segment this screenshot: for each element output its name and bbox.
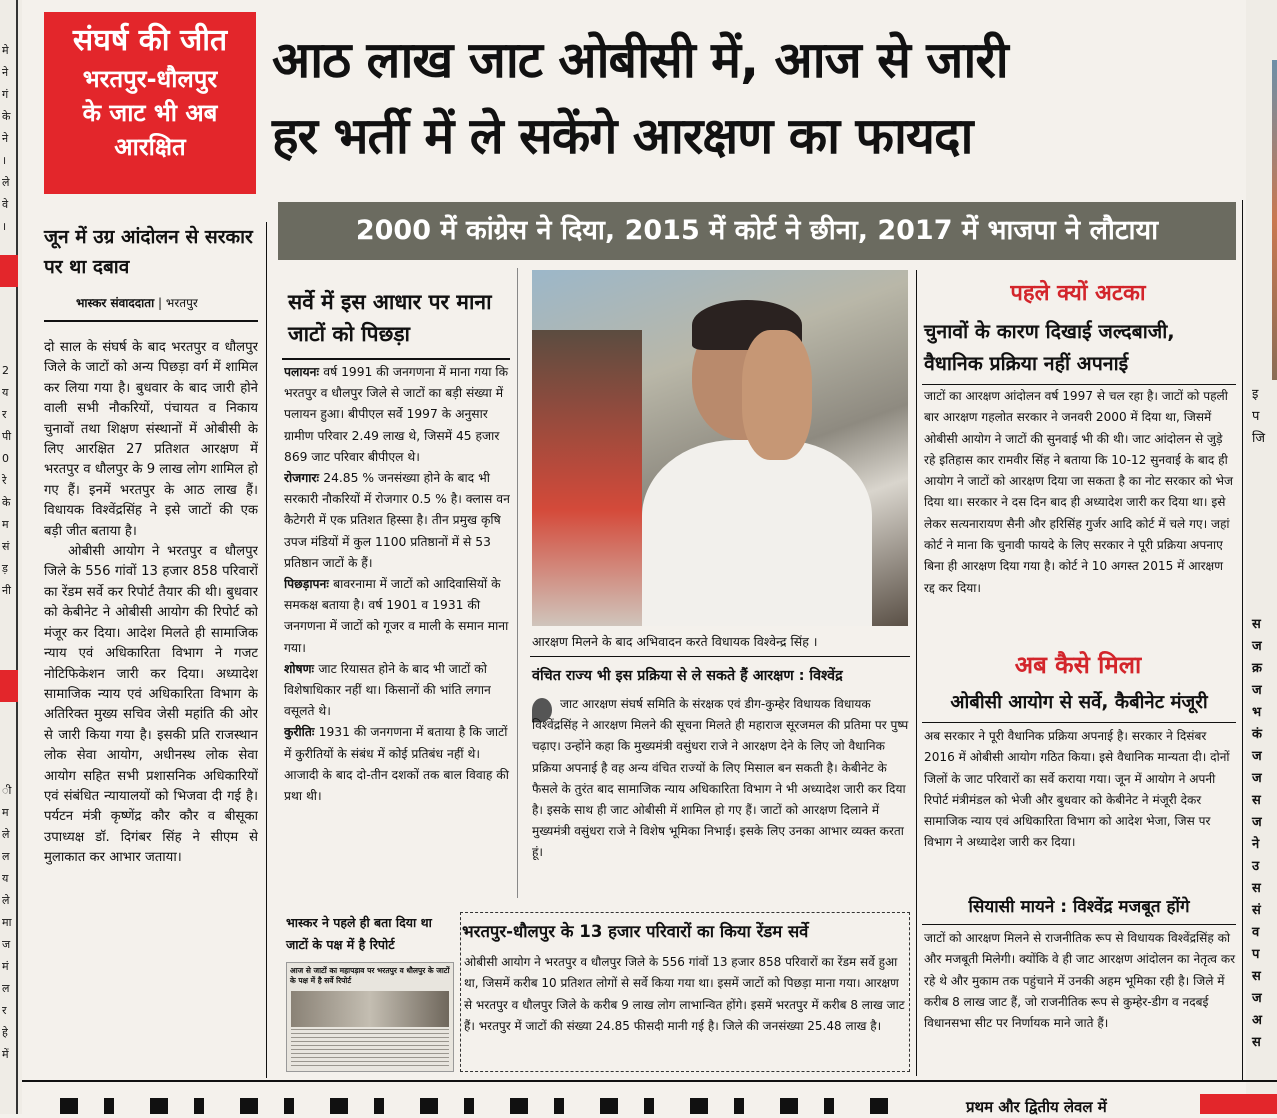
byline: भास्कर संवाददाता | भरतपुर: [76, 296, 198, 310]
headline-line2: हर भर्ती में ले सकेंगे आरक्षण का फायदा: [272, 107, 973, 165]
cut-char: स: [1252, 1035, 1261, 1050]
survey-item-label: शोषणः: [284, 661, 319, 676]
cut-char: ज: [1252, 771, 1262, 786]
cut-char: 2: [2, 364, 9, 377]
left-story-body: [44, 338, 258, 1073]
cut-char: उ: [1252, 859, 1260, 874]
cut-char: के: [2, 110, 11, 123]
bottom-rule: [22, 1080, 1277, 1082]
survey-item-text: जाट रियासत होने के बाद भी जाटों को विशेषाधिकार नहीं था। किसानों की भांति लगान वसूलते थे।: [284, 661, 491, 719]
cut-char: ल: [2, 982, 10, 995]
cut-char: कं: [1252, 727, 1262, 742]
cut-char: ल: [2, 850, 10, 863]
cut-char: ड़: [2, 562, 8, 575]
news-photo: [532, 270, 908, 626]
photo-caption: आरक्षण मिलने के बाद अभिवादन करते विधायक विश्वेन्द्र सिंह ।: [532, 634, 818, 649]
clipping-mini-headline: आज से जाटों का महापड़ाव पर भरतपुर व धौलपुर के जाटों के पक्ष में है सर्वे रिपोर्ट: [290, 966, 450, 985]
survey-item-label: रोजगारः: [284, 471, 324, 486]
cut-char: सं: [1252, 903, 1261, 918]
cut-char: नी: [2, 584, 11, 597]
red-box-line3: के जाट भी अब: [82, 99, 218, 127]
cut-text: [2, 360, 16, 602]
column-rule: [916, 270, 917, 1076]
quote-heading: वंचित राज्य भी इस प्रक्रिया से ले सकते हैं आरक्षण : विश्वेंद्र: [532, 668, 843, 684]
survey-item-text: 1931 की जनगणना में बताया है कि जाटों में कुरीतियों के संबंध में कोई प्रतिबंध नहीं थे। आजादी के बाद दो-तीन दशकों तक बाल विवाह की प्रथा थी।: [284, 725, 509, 804]
column-rule: [266, 222, 267, 1078]
cut-char: में: [2, 1048, 9, 1061]
photo-hands: [742, 330, 812, 460]
cut-char: य: [2, 872, 9, 885]
kicker-2: अब कैसे मिला: [1014, 651, 1142, 679]
column-rule: [1242, 200, 1243, 1080]
cut-char: ज: [1252, 815, 1262, 830]
survey-item-text: 24.85 % जनसंख्या होने के बाद भी सरकारी नौकरियों में रोजगार 0.5 % है। क्लास वन कैटेगरी में एक प्रतिशत हिस्सा है। तीन प्रमुख कृषि उपज मंडियों में कुल 1100 प्रतिष्ठानों में से 53 प्रतिष्ठान जाटों के हैं।: [284, 471, 510, 570]
main-headline: [272, 22, 1262, 174]
cut-text: [2, 780, 16, 1066]
quote-body: जाट आरक्षण संघर्ष समिति के संरक्षक एवं डीग-कुम्हेर विधायक विधायक विश्वेंद्रसिंह ने आरक्षण मिलने की सूचना मिलते ही महाराज सूरजमल की प्रतिमा पर पुष्प चढ़ाए। उन्होंने कहा कि मुख्यमंत्री वसुंधरा राजे ने आरक्षण देने के लिए जो वैधानिक प्रक्रिया अपनाई है वह अन्य वंचित राज्यों के लिए मिसाल बन सकती है। केबीनेट के फैसले के तुरंत बाद सामाजिक न्याय अधिकारिता विभाग ने भी अध्यादेश जारी कर दिया है। इसके साथ ही जाट ओबीसी में शामिल हो गए हैं। जाटों को आरक्षण दिलाने में मुख्यमंत्री वसुंधरा राजे ने विशेष भूमिका निभाई। इसके लिए उनका आभार व्यक्त करता हूं।: [532, 697, 909, 860]
cut-char: भ: [1252, 705, 1262, 720]
right-heading-1: चुनावों के कारण दिखाई जल्दबाजी, वैधानिक प्रक्रिया नहीं अपनाई: [924, 320, 1175, 375]
divider: [530, 656, 910, 657]
divider: [44, 320, 258, 322]
cut-char: ले: [2, 894, 10, 907]
byline-author: भास्कर संवाददाता: [76, 296, 155, 310]
bottom-cut-headline: [60, 1090, 900, 1114]
cut-char: ज: [1252, 639, 1262, 654]
cut-char: ज: [1252, 683, 1262, 698]
random-survey-heading: भरतपुर-धौलपुर के 13 हजार परिवारों का किया रेंडम सर्वे: [462, 922, 809, 941]
cut-char: ।: [2, 220, 7, 233]
red-promo-box: [44, 12, 256, 194]
cut-char: म: [2, 806, 9, 819]
divider: [922, 384, 1236, 385]
cut-char: स: [1252, 881, 1261, 896]
cut-char: स: [1252, 617, 1261, 632]
right-body-3: जाटों को आरक्षण मिलने से राजनीतिक रूप से विधायक विश्वेंद्रसिंह को और मजबूती मिलेगी। क्योंकि वे ही जाट आरक्षण आंदोलन का नेतृत्व कर रहे थे और मुकाम तक पहुंचाने में उनकी अहम भूमिका रही है। जिले में करीब 8 लाख जाट हैं, जो राजनीतिक रूप से कुम्हेर-डीग व नदबई विधानसभा सीट पर निर्णायक माने जाते हैं।: [924, 931, 1236, 1031]
red-box-line2: भरतपुर-धौलपुर: [82, 65, 218, 93]
far-right-strip: [1246, 0, 1277, 1114]
cut-char: य: [2, 386, 9, 399]
random-survey-body: ओबीसी आयोग ने भरतपुर व धौलपुर जिले के 556 गांवों 13 हजार 858 परिवारों का रेंडम सर्वे हुआ था, जिसमें करीब 10 प्रतिशत लोगों से सर्वे किया गया था। इसमें जाटों को पिछड़ा माना गया। आरक्षण से भरतपुर व धौलपुर जिले के करीब 9 लाख लोग लाभान्वित होंगे। इसमें भरतपुर में करीब 8 लाख जाट हैं। भरतपुर में जाटों की संख्या 24.85 फीसदी मानी गई है। जिले की जनसंख्या 25.48 लाख है।: [464, 955, 905, 1034]
red-box-line4: आरक्षित: [114, 133, 186, 161]
far-right-photo: [1272, 60, 1277, 380]
survey-box-border: [278, 268, 518, 898]
right-heading-2: ओबीसी आयोग से सर्वे, कैबीनेट मंजूरी: [950, 692, 1208, 713]
left-story-para1: दो साल के संघर्ष के बाद भरतपुर व धौलपुर जिले के जाटों को अन्य पिछड़ा वर्ग में शामिल कर लिया गया है। बुधवार के बाद जारी होने वाली सभी नौकरियों, पंचायत व निकाय चुनावों तथा शिक्षण संस्थानों में ओबीसी के लिए आरक्षित 27 प्रतिशत आरक्षण में भरतपुर व धौलपुर के 9 लाख लोग शामिल हो गए हैं। इनमें भरतपुर के आठ लाख हैं। विधायक विश्वेंद्रसिंह ने इसे जाटों की एक बड़ी जीत बताया है।: [44, 340, 258, 539]
cut-char: इ: [1252, 387, 1259, 402]
bottom-red-mark: [1200, 1094, 1277, 1114]
left-story-para2: ओबीसी आयोग ने भरतपुर व धौलपुर जिले के 556 गांवों 13 हजार 858 परिवारों का रेंडम सर्वे कर रिपोर्ट तैयार की थी। बुधवार को केबीनेट ने ओबीसी आयोग की रिपोर्ट को मंजूर कर दिया। आदेश मिलते ही सामाजिक न्याय एवं अधिकारिता विभाग ने गजट नोटिफिकेशन जारी कर दिया। अध्यादेश सामाजिक न्याय एवं अधिकारिता विभाग के अतिरिक्त मुख्य सचिव जेसी महांति की ओर से जारी किया गया है। इसकी प्रति राजस्थान लोक सेवा आयोग, अधीनस्थ लोक सेवा आयोग सहित सभी प्रशासनिक अधिकारियों एवं संबंधित न्यायालयों को भिजवा दी गई है। पर्यटन मंत्री कृष्णेंद्र कौर कौर व बीसूका उपाध्यक्ष डॉ. दिगंबर सिंह ने सीएम से मुलाकात कर आभार जताया।: [44, 544, 258, 866]
photo-crowd: [532, 330, 642, 626]
survey-heading: सर्वे में इस आधार पर माना जाटों को पिछड़ा: [288, 290, 492, 346]
cut-char: पी: [2, 430, 12, 443]
cut-char: सं: [2, 540, 10, 553]
right-heading-3: सियासी मायने : विश्वेंद्र मजबूत होंगे: [968, 897, 1190, 917]
cut-char: रे: [2, 474, 7, 487]
cut-text: [1252, 614, 1272, 1054]
survey-item-label: पिछड़ापनः: [284, 577, 334, 592]
survey-item-label: कुरीतिः: [284, 725, 319, 740]
cut-char: ने: [2, 66, 9, 79]
sub-banner: 2000 में कांग्रेस ने दिया, 2015 में कोर्ट ने छीना, 2017 में भाजपा ने लौटाया: [278, 202, 1236, 260]
cut-char: हे: [2, 1026, 8, 1039]
red-edge-mark: [0, 670, 18, 702]
cut-char: मे: [2, 44, 9, 57]
left-cut-strip: [0, 0, 22, 1114]
cut-char: स: [1252, 969, 1261, 984]
headline-line1: आठ लाख जाट ओबीसी में, आज से जारी: [272, 31, 1008, 89]
cut-char: जि: [1252, 431, 1266, 446]
cut-text: [2, 40, 16, 238]
cut-char: ज: [1252, 991, 1262, 1006]
kicker-1: पहले क्यों अटका: [1010, 281, 1146, 306]
photo-shirt: [642, 440, 872, 626]
cut-char: स: [1252, 793, 1261, 808]
clipping-mini-photo: [291, 991, 449, 1027]
cut-char: ज: [2, 938, 11, 951]
cut-char: ले: [2, 828, 10, 841]
cut-char: ।: [2, 154, 7, 167]
cut-char: ने: [1252, 837, 1260, 852]
cut-char: मा: [2, 916, 12, 929]
red-box-line1: संघर्ष की जीत: [72, 23, 228, 58]
cut-char: मं: [2, 960, 9, 973]
cut-char: र: [2, 1004, 7, 1017]
clipping-image: [286, 962, 454, 1072]
divider: [922, 722, 1236, 723]
clipping-mini-text: [291, 1029, 449, 1069]
byline-place: भरतपुर: [165, 296, 198, 310]
right-body-1: जाटों का आरक्षण आंदोलन वर्ष 1997 से चल रहा है। जाटों को पहली बार आरक्षण गहलोत सरकार ने जनवरी 2000 में दिया था, जिसमें ओबीसी आयोग ने जाटों की सुनवाई भी की थी। जाट आंदोलन से जुड़े रहे इतिहास कार रामवीर सिंह ने बताया कि 10-12 सुनवाई के बाद ही आयोग ने जाटों को आरक्षण दिया जा सकता है का नोट सरकार को भेज दिया था। सरकार ने दस दिन बाद ही अध्यादेश जारी कर दिया था। इसे लेकर सत्यनारायण सैनी और हरिसिंह गुर्जर आदि कोर्ट में चले गए। जहां कोर्ट ने माना कि चुनावी फायदे के लिए सरकार ने पूरी प्रक्रिया अपनाए बिना ही आरक्षण दिया गया है। कोर्ट ने 10 अगस्त 2015 में आरक्षण रद्द कर दिया।: [924, 389, 1233, 595]
cut-char: अ: [1252, 1013, 1262, 1028]
bottom-cut-text: प्रथम और द्वितीय लेवल में: [966, 1098, 1107, 1116]
cut-char: के: [2, 496, 11, 509]
cut-char: ले: [2, 176, 10, 189]
cut-char: र: [2, 408, 7, 421]
cut-char: प: [1252, 409, 1260, 424]
divider: [922, 924, 1236, 925]
cut-char: ने: [2, 132, 9, 145]
survey-item-text: वर्ष 1991 की जनगणना में माना गया कि भरतपुर व धौलपुर जिले से जाटों का बड़ी संख्या में पलायन हुआ। बीपीएल सर्वे 1997 के अनुसार ग्रामीण परिवार 2.49 लाख थे, जिसमें 45 हजार 869 जाट परिवार बीपीएल थे।: [284, 365, 509, 464]
cut-char: व: [1252, 925, 1260, 940]
column-rule: [16, 0, 18, 1114]
cut-char: ी: [2, 784, 12, 797]
left-story-heading: जून में उग्र आंदोलन से सरकार पर था दबाव: [44, 226, 253, 278]
survey-item-label: पलायनः: [284, 365, 324, 379]
cut-char: म: [2, 518, 9, 531]
red-edge-mark: [0, 255, 18, 287]
survey-item-text: बावरनामा में जाटों को आदिवासियों के समकक्ष बताया है। वर्ष 1901 व 1931 की जनगणना में जाटों को गूजर व माली के समान माना गया।: [284, 577, 509, 655]
cut-char: 0: [2, 452, 9, 465]
cut-char: गं: [2, 88, 9, 101]
cut-char: क्र: [1252, 661, 1262, 676]
cut-char: वे: [2, 198, 9, 211]
cut-char: प: [1252, 947, 1260, 962]
cut-text: [1252, 384, 1272, 450]
cut-char: ज: [1252, 749, 1262, 764]
right-body-2: अब सरकार ने पूरी वैधानिक प्रक्रिया अपनाई है। सरकार ने दिसंबर 2016 में ओबीसी आयोग गठित किया। इसे वैधानिक मान्यता दी। दोनों जिलों के जाट परिवारों का सर्वे कराया गया। जून में आयोग ने अपनी रिपोर्ट मंत्रीमंडल को भेजी और बुधवार को केबीनेट ने मंजूरी देकर सामाजिक न्याय एवं अधिकारिता विभाग को आदेश भेजा, जिस पर विभाग ने अध्यादेश जारी कर दिया।: [924, 729, 1230, 850]
clipping-heading: भास्कर ने पहले ही बता दिया था जाटों के पक्ष में है रिपोर्ट: [286, 915, 432, 952]
